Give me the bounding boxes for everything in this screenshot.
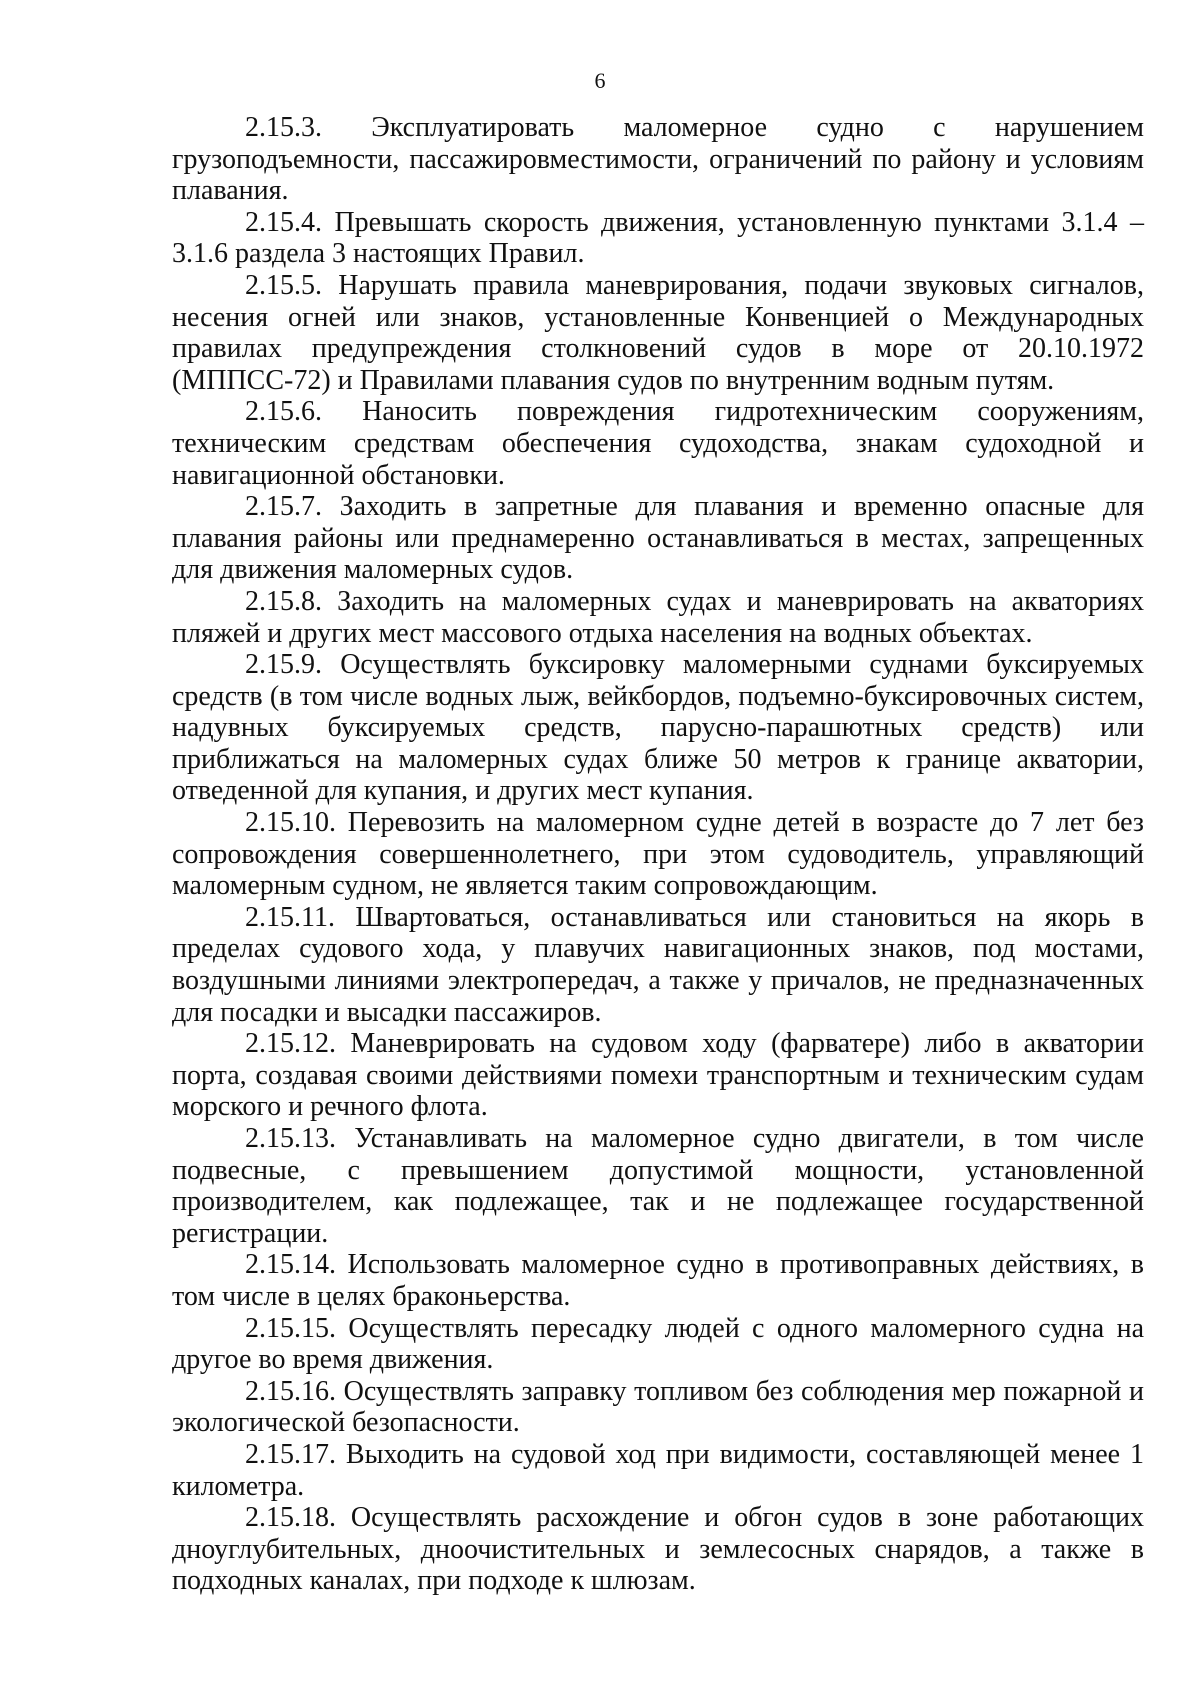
paragraph-2-15-16: 2.15.16. Осуществлять заправку топливом без соблюдения мер пожарной и экологической безопасности.: [172, 1375, 1144, 1439]
paragraph-2-15-13: 2.15.13. Устанавливать на маломерное судно двигатели, в том числе подвесные, с превышением допустимой мощности, установленной производителем, как подлежащее, так и не подлежащее государственной регистрации.: [172, 1123, 1144, 1249]
paragraph-2-15-5: 2.15.5. Нарушать правила маневрирования, подачи звуковых сигналов, несения огней или знаков, установленные Конвенцией о Международных правилах предупреждения столкновений судов в море от 20.10.1972 (МППСС-72) и Правилами плавания судов по внутренним водным путям.: [172, 269, 1144, 396]
paragraph-2-15-12: 2.15.12. Маневрировать на судовом ходу (фарватере) либо в акватории порта, создавая своими действиями помехи транспортным и техническим судам морского и речного флота.: [172, 1028, 1144, 1123]
document-body: [172, 112, 1144, 1597]
paragraph-2-15-11: 2.15.11. Швартоваться, останавливаться или становиться на якорь в пределах судового хода, у плавучих навигационных знаков, под мостами, воздушными линиями электропередач, а также у причалов, не предназначенных для посадки и высадки пассажиров.: [172, 901, 1144, 1028]
paragraph-2-15-8: 2.15.8. Заходить на маломерных судах и маневрировать на акваториях пляжей и других мест массового отдыха населения на водных объектах.: [172, 585, 1144, 649]
paragraph-2-15-6: 2.15.6. Наносить повреждения гидротехническим сооружениям, техническим средствам обеспечения судоходства, знакам судоходной и навигационной обстановки.: [172, 396, 1144, 491]
paragraph-2-15-4: 2.15.4. Превышать скорость движения, установленную пунктами 3.1.4 – 3.1.6 раздела 3 настоящих Правил.: [172, 206, 1144, 270]
paragraph-2-15-9: 2.15.9. Осуществлять буксировку маломерными суднами буксируемых средств (в том числе водных лыж, вейкбордов, подъемно-буксировочных систем, надувных буксируемых средств, парусно-парашютных средств) или приближаться на маломерных судах ближе 50 метров к границе акватории, отведенной для купания, и других мест купания.: [172, 649, 1144, 807]
paragraph-2-15-14: 2.15.14. Использовать маломерное судно в противоправных действиях, в том числе в целях браконьерства.: [172, 1249, 1144, 1312]
paragraph-2-15-17: 2.15.17. Выходить на судовой ход при видимости, составляющей менее 1 километра.: [172, 1438, 1144, 1502]
paragraph-2-15-10: 2.15.10. Перевозить на маломерном судне детей в возрасте до 7 лет без сопровождения совершеннолетнего, при этом судоводитель, управляющий маломерным судном, не является таким сопровождающим.: [172, 807, 1144, 902]
paragraph-2-15-3: 2.15.3. Эксплуатировать маломерное судно с нарушением грузоподъемности, пассажировместимости, ограничений по району и условиям плавания.: [172, 112, 1144, 207]
paragraph-2-15-15: 2.15.15. Осуществлять пересадку людей с одного маломерного судна на другое во время движения.: [172, 1312, 1144, 1376]
page-number: 6: [594, 68, 606, 93]
paragraph-2-15-7: 2.15.7. Заходить в запретные для плавания и временно опасные для плавания районы или преднамеренно останавливаться в местах, запрещенных для движения маломерных судов.: [172, 491, 1144, 586]
paragraph-2-15-18: 2.15.18. Осуществлять расхождение и обгон судов в зоне работающих дноуглубительных, дноочистительных и землесосных снарядов, а также в подходных каналах, при подходе к шлюзам.: [172, 1502, 1144, 1597]
